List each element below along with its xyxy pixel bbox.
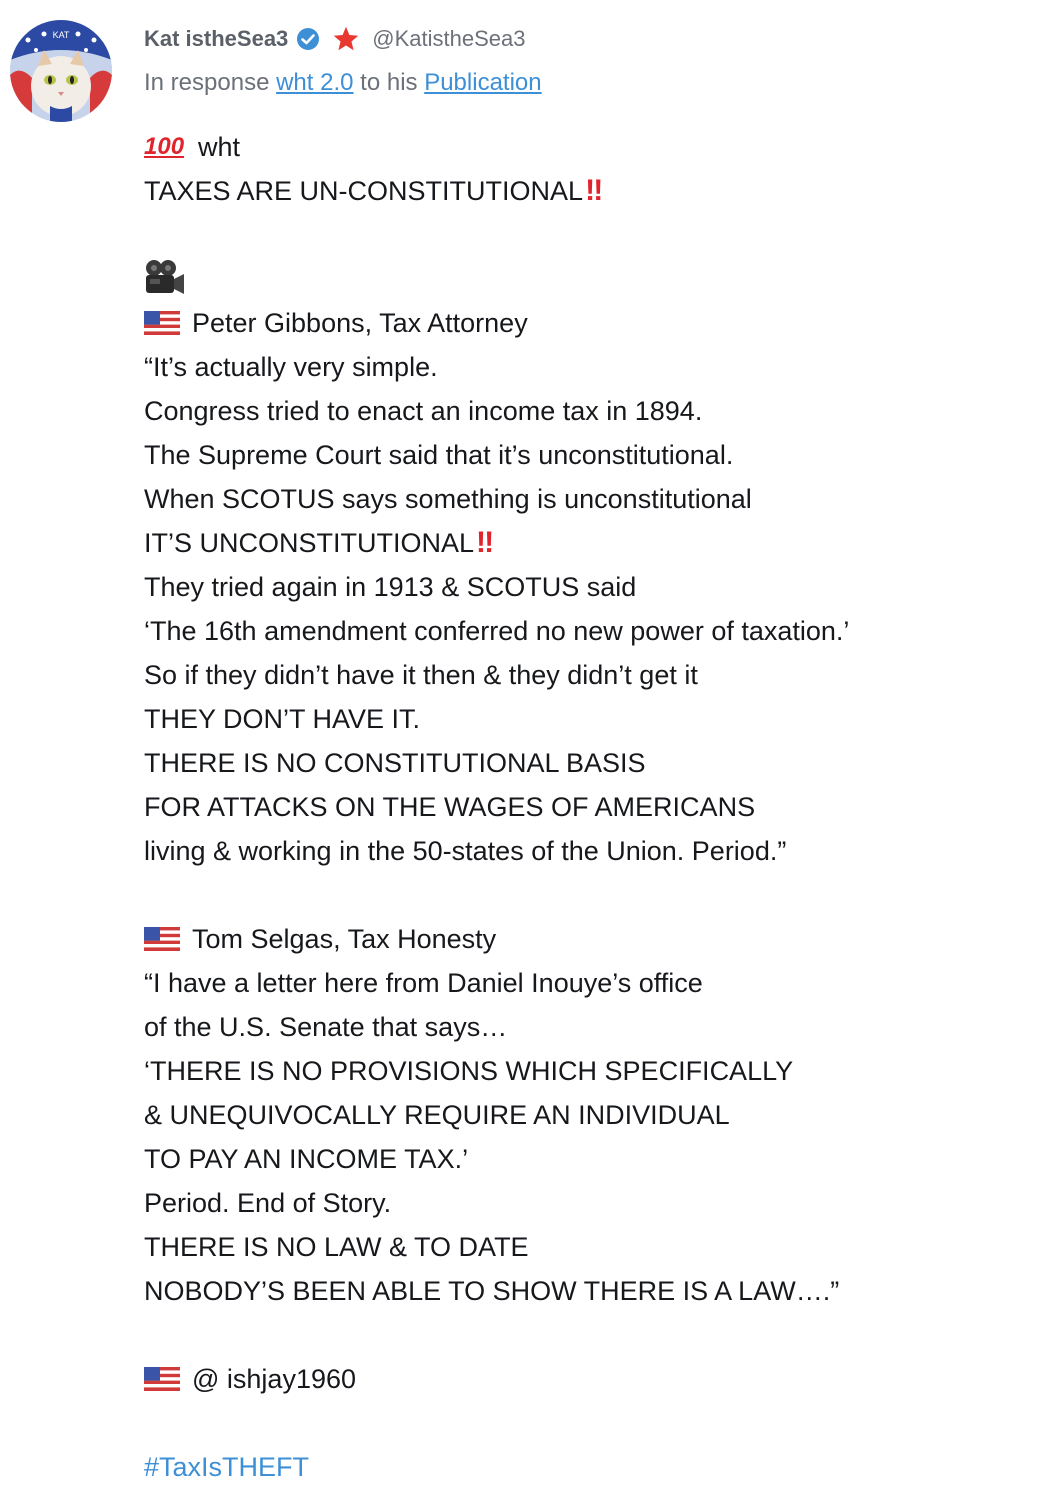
avatar-text: KAT: [52, 30, 70, 40]
post-text: THERE IS NO LAW & TO DATE: [144, 1232, 529, 1262]
post-text: ‘The 16th amendment conferred no new power of taxation.’: [144, 616, 850, 646]
mention-text[interactable]: @ ishjay1960: [192, 1364, 357, 1394]
post-line: [144, 961, 1032, 1005]
star-icon: [332, 25, 360, 53]
post-text: ‘THERE IS NO PROVISIONS WHICH SPECIFICALLY: [144, 1056, 794, 1086]
post-line: [144, 1445, 1032, 1489]
post-text: When SCOTUS says something is unconstitutional: [144, 484, 752, 514]
avatar[interactable]: [10, 20, 112, 122]
post-line: [144, 653, 1032, 697]
post-text: of the U.S. Senate that says…: [144, 1012, 508, 1042]
spacer: [144, 1313, 1032, 1357]
author-row: [144, 22, 1022, 56]
post-text: & UNEQUIVOCALLY REQUIRE AN INDIVIDUAL: [144, 1100, 730, 1130]
post-line: [144, 1225, 1032, 1269]
speaker-name: Peter Gibbons, Tax Attorney: [192, 308, 528, 338]
reply-context: [144, 66, 1022, 100]
post-header: [144, 22, 1022, 100]
post-line: [144, 1269, 1032, 1313]
post-line: [144, 477, 1032, 521]
post-text: The Supreme Court said that it’s unconstitutional.: [144, 440, 734, 470]
post-line: [144, 697, 1032, 741]
post-line: [144, 1093, 1032, 1137]
post-text: Period. End of Story.: [144, 1188, 392, 1218]
post-line: [144, 1181, 1032, 1225]
post-text: They tried again in 1913 & SCOTUS said: [144, 572, 637, 602]
cat-avatar-image: [10, 20, 112, 122]
post-line: [144, 521, 1032, 565]
verified-badge-icon: [296, 27, 320, 51]
spacer: [144, 1401, 1032, 1445]
post-text: TO PAY AN INCOME TAX.’: [144, 1144, 469, 1174]
post-text: So if they didn’t have it then & they didn’t get it: [144, 660, 698, 690]
post-text: “I have a letter here from Daniel Inouye’s office: [144, 968, 703, 998]
hundred-points-icon: 100: [144, 133, 185, 160]
hashtag-link[interactable]: #TaxIsTHEFT: [144, 1452, 310, 1482]
post-line: [144, 785, 1032, 829]
post-text: wht: [198, 132, 241, 162]
post-text: NOBODY’S BEEN ABLE TO SHOW THERE IS A LAW….”: [144, 1276, 840, 1306]
post-line: [144, 565, 1032, 609]
post-line: [144, 433, 1032, 477]
spacer: [144, 873, 1032, 917]
movie-camera-icon: [144, 259, 186, 299]
post-line: [144, 345, 1032, 389]
post-line: [144, 829, 1032, 873]
post-text: FOR ATTACKS ON THE WAGES OF AMERICANS: [144, 792, 756, 822]
post-line: [144, 389, 1032, 433]
double-exclamation-icon: ‼: [476, 526, 493, 559]
post-line: [144, 741, 1032, 785]
post-text: IT’S UNCONSTITUTIONAL: [144, 528, 475, 558]
post-body: [144, 125, 1032, 1489]
author-handle[interactable]: @KatistheSea3: [372, 26, 526, 51]
reply-link-wht[interactable]: wht 2.0: [276, 69, 354, 96]
spacer: [144, 213, 1032, 257]
post-line: [144, 1137, 1032, 1181]
post-text: Congress tried to enact an income tax in 1894.: [144, 396, 703, 426]
reply-link-publication[interactable]: Publication: [424, 69, 542, 96]
post-text: THERE IS NO CONSTITUTIONAL BASIS: [144, 748, 646, 778]
reply-middle: to his: [360, 69, 418, 96]
post-line: [144, 917, 1032, 961]
post-line: [144, 609, 1032, 653]
post-text: THEY DON’T HAVE IT.: [144, 704, 421, 734]
post-line: [144, 301, 1032, 345]
us-flag-icon: [144, 927, 180, 951]
post-line: [144, 257, 1032, 301]
reply-prefix: In response: [144, 69, 270, 96]
post-line: [144, 1049, 1032, 1093]
double-exclamation-icon: ‼: [585, 174, 602, 207]
post-text: TAXES ARE UN-CONSTITUTIONAL: [144, 176, 584, 206]
post-line: [144, 1357, 1032, 1401]
speaker-name: Tom Selgas, Tax Honesty: [192, 924, 497, 954]
us-flag-icon: [144, 1367, 180, 1391]
post-text: living & working in the 50-states of the Union. Period.”: [144, 836, 787, 866]
post-line: [144, 169, 1032, 213]
post-line: [144, 1005, 1032, 1049]
author-display-name[interactable]: Kat istheSea3: [144, 26, 289, 51]
post-text: “It’s actually very simple.: [144, 352, 438, 382]
post-line: [144, 125, 1032, 169]
us-flag-icon: [144, 311, 180, 335]
